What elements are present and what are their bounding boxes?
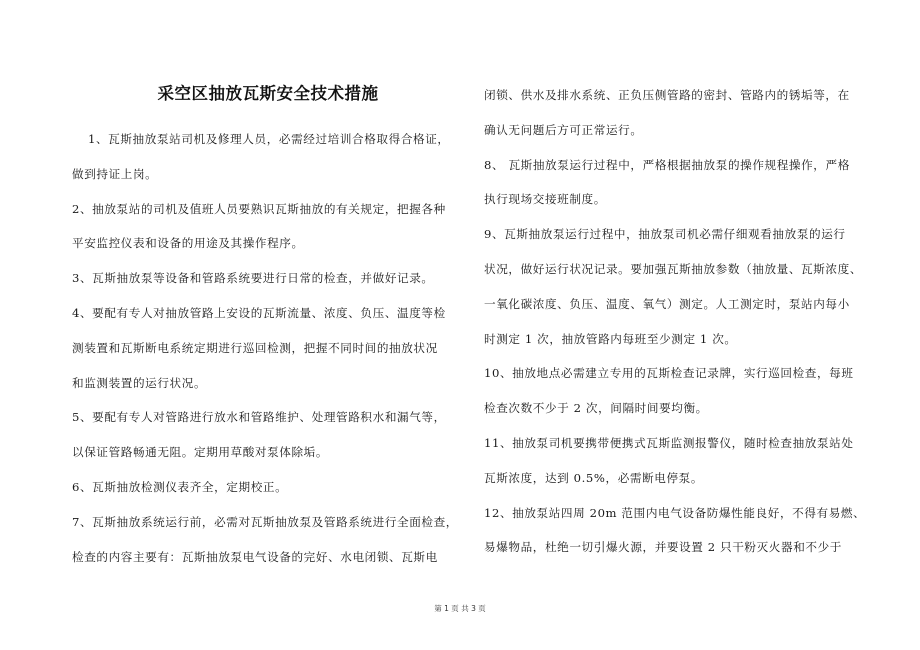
paragraph (484, 496, 876, 566)
paragraph-line: 易爆物品，杜绝一切引爆火源，并要设置 2 只干粉灭火器和不少于 (484, 540, 842, 555)
paragraph-line: 8、 瓦斯抽放泵运行过程中，严格根据抽放泵的操作规程操作，严格 (484, 157, 850, 172)
paragraph-line: 5、要配有专人对管路进行放水和管路维护、处理管路积水和漏气等， (72, 410, 446, 425)
paragraph (484, 356, 876, 426)
paragraph-line: 检查的内容主要有：瓦斯抽放泵电气设备的完好、水电闭锁、瓦斯电 (72, 549, 438, 564)
paragraph (72, 261, 464, 296)
paragraph (72, 192, 464, 262)
paragraph (72, 505, 464, 575)
paragraph-line: 9、瓦斯抽放泵运行过程中，抽放泵司机必需仔细观看抽放泵的运行 (484, 227, 846, 242)
paragraph-line: 以保证管路畅通无阻。定期用草酸对泵体除垢。 (72, 445, 329, 460)
paragraph-line: 瓦斯浓度，达到 0.5%，必需断电停泵。 (484, 470, 704, 485)
paragraph-line: 检查次数不少于 2 次，间隔时间要均衡。 (484, 401, 708, 416)
paragraph-line: 确认无问题后方可正常运行。 (484, 122, 643, 137)
paragraph-line: 平安监控仪表和设备的用途及其操作程序。 (72, 236, 304, 251)
paragraph-line: 11、抽放泵司机要携带便携式瓦斯监测报警仪，随时检查抽放泵站处 (484, 435, 854, 450)
left-column (72, 80, 464, 574)
paragraph-line: 12、抽放泵站四周 20m 范围内电气设备防爆性能良好，不得有易燃、 (484, 505, 866, 520)
paragraph-line: 6、瓦斯抽放检测仪表齐全，定期校正。 (72, 479, 288, 494)
right-column (484, 78, 876, 565)
paragraph-line: 执行现场交接班制度。 (484, 192, 606, 207)
document-title: 采空区抽放瓦斯安全技术措施 (157, 84, 379, 103)
paragraph-line: 4、要配有专人对抽放管路上安设的瓦斯流量、浓度、负压、温度等检 (72, 305, 446, 320)
left-column-body (72, 122, 464, 574)
paragraph-line: 闭锁、供水及排水系统、正负压侧管路的密封、管路内的锈垢等，在 (484, 88, 850, 102)
paragraph-line: 做到持证上岗。 (72, 166, 158, 181)
right-column-body (484, 78, 876, 565)
paragraph-line: 时测定 1 次，抽放管路内每班至少测定 1 次。 (484, 331, 737, 346)
paragraph-line: 一氧化碳浓度、负压、温度、氧气）测定。人工测定时，泵站内每小 (484, 296, 850, 311)
paragraph-line: 测装置和瓦斯断电系统定期进行巡回检测，把握不同时间的抽放状况 (72, 340, 438, 355)
paragraph-line: 2、抽放泵站的司机及值班人员要熟识瓦斯抽放的有关规定，把握各种 (72, 201, 446, 216)
paragraph-line: 1、瓦斯抽放泵站司机及修理人员，必需经过培训合格取得合格证， (88, 132, 450, 146)
paragraph (484, 426, 876, 496)
paragraph (484, 217, 876, 356)
paragraph (72, 296, 464, 400)
paragraph-line: 7、瓦斯抽放系统运行前，必需对瓦斯抽放泵及管路系统进行全面检查， (72, 514, 458, 529)
paragraph-line: 10、抽放地点必需建立专用的瓦斯检查记录牌，实行巡回检查，每班 (484, 366, 854, 381)
paragraph (72, 122, 464, 192)
paragraph-line: 状况，做好运行状况记录。要加强瓦斯抽放参数（抽放量、瓦斯浓度、 (484, 261, 863, 276)
paragraph (484, 148, 876, 218)
paragraph-line: 3、瓦斯抽放泵等设备和管路系统要进行日常的检查，并做好记录。 (72, 271, 434, 286)
paragraph (72, 400, 464, 470)
paragraph-line: 和监测装置的运行状况。 (72, 375, 207, 390)
paragraph (484, 78, 876, 148)
page-footer: 第 1 页 共 3 页 (434, 604, 486, 613)
paragraph (72, 470, 464, 505)
